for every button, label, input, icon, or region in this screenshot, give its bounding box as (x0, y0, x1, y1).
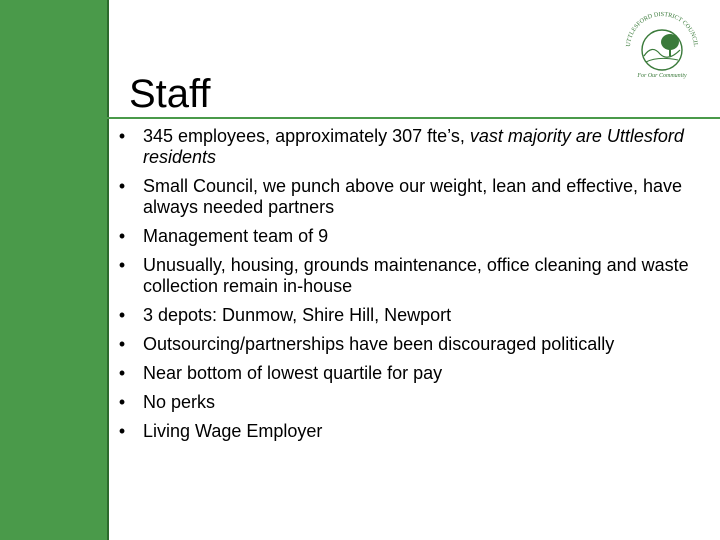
bullet-text: No perks (143, 392, 216, 412)
logo-motto: For Our Community (637, 73, 687, 79)
bullet-item (112, 392, 712, 413)
bullet-text: Management team of 9 (143, 226, 329, 246)
bullet-item (112, 226, 712, 247)
bullet-marker: • (118, 421, 126, 441)
bullet-item (112, 305, 712, 326)
bullet-text: Small Council, we punch above our weight, lean and effective, have always needed partners (143, 176, 682, 217)
bullet-item (112, 126, 712, 168)
bullet-item (112, 363, 712, 384)
tree-icon (661, 34, 679, 50)
bullet-item (112, 421, 712, 442)
bullet-text: 345 employees, approximately 307 fte’s, (143, 126, 470, 146)
bullet-marker: • (118, 126, 126, 146)
bullet-marker: • (118, 226, 126, 246)
bullet-list (112, 126, 712, 450)
bullet-text: Living Wage Employer (143, 421, 323, 441)
logo-arc-text: UTTLESFORD DISTRICT COUNCIL (624, 10, 700, 48)
bullet-marker: • (118, 176, 126, 196)
council-logo (608, 4, 716, 82)
slide-title: Staff (129, 72, 211, 116)
side-color-bar (0, 0, 109, 540)
bullet-text: 3 depots: Dunmow, Shire Hill, Newport (143, 305, 452, 325)
bullet-item (112, 334, 712, 355)
bullet-text: Unusually, housing, grounds maintenance, office cleaning and waste collection remain in-house (143, 255, 689, 296)
bullet-text: Outsourcing/partnerships have been discouraged politically (143, 334, 615, 354)
bullet-item (112, 176, 712, 218)
bullet-emphasis: vast majority are Uttlesford residents (143, 126, 684, 167)
bullet-marker: • (118, 305, 126, 325)
bullet-marker: • (118, 334, 126, 354)
bullet-item (112, 255, 712, 297)
bullet-text: Near bottom of lowest quartile for pay (143, 363, 443, 383)
bullet-marker: • (118, 392, 126, 412)
bullet-marker: • (118, 255, 126, 275)
bullet-marker: • (118, 363, 126, 383)
logo-ring (642, 30, 682, 70)
